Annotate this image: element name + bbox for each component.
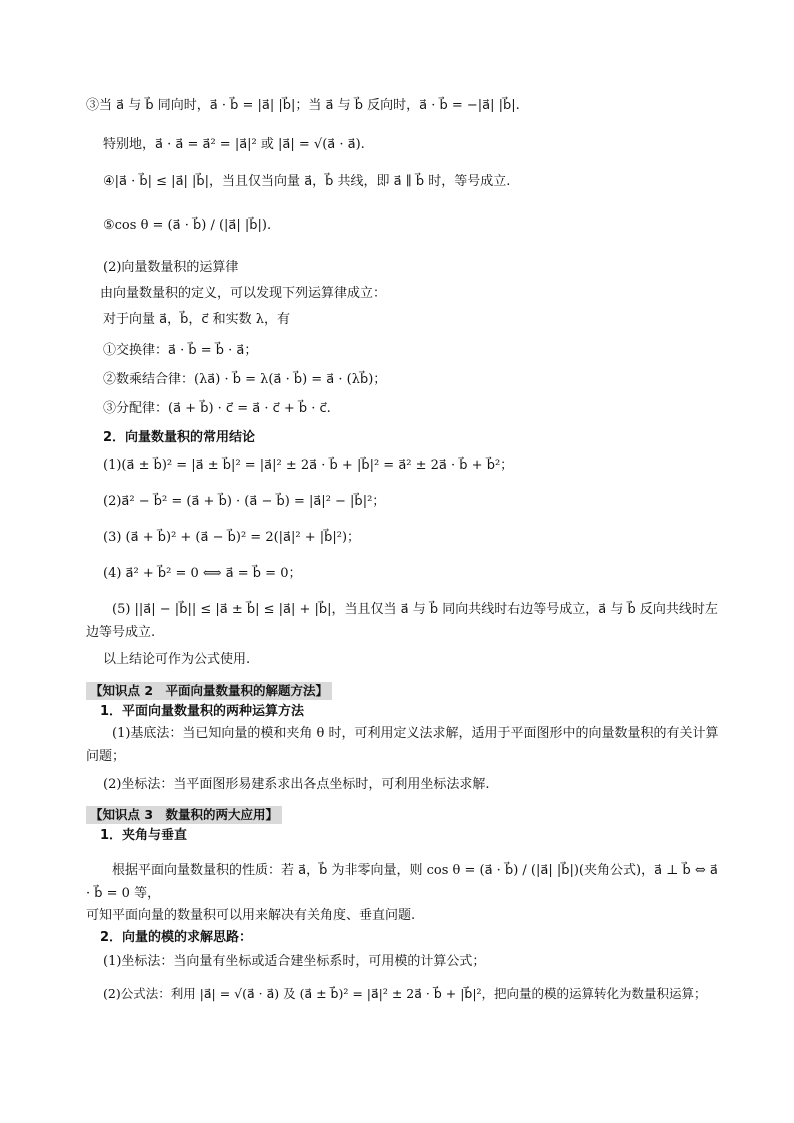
- conclusion-4: (4) a⃗² + b⃗² = 0 ⟺ a⃗ = b⃗ = 0；: [103, 566, 302, 581]
- method-basis: (1)基底法：当已知向量的模和夹角 θ 时，可利用定义法求解，适用于平面图形中的向量数量积的有关计算问题；: [86, 726, 719, 764]
- heading-angle-perpendicular: 1．夹角与垂直: [100, 828, 188, 843]
- method-coordinate: (2)坐标法：当平面图形易建系求出各点坐标时，可利用坐标法求解.: [103, 777, 490, 792]
- conclusion-3: (3) (a⃗ + b⃗)² + (a⃗ − b⃗)² = 2(|a⃗|² + |b⃗|²)；: [103, 530, 361, 545]
- special-case-modulus: 特别地，a⃗ · a⃗ = a⃗² = |a⃗|² 或 |a⃗| = √(a⃗ · a⃗).: [103, 137, 365, 152]
- modulus-formula-method: (2)公式法：利用 |a⃗| = √(a⃗ · a⃗) 及 (a⃗ ± b⃗)² = |a⃗|² ± 2a⃗ · b⃗ + |b⃗|²，把向量的模的运算转化为数量积运算；: [103, 986, 707, 1001]
- law-commutative: ①交换律：a⃗ · b⃗ = b⃗ · a⃗；: [103, 343, 258, 358]
- heading-modulus-approach: 2．向量的模的求解思路：: [100, 930, 253, 945]
- law-scalar-associative: ②数乘结合律：(λa⃗) · b⃗ = λ(a⃗ · b⃗) = a⃗ · (λb⃗)；: [103, 372, 387, 387]
- conclusion-5: (5) ||a⃗| − |b⃗|| ≤ |a⃗ ± b⃗| ≤ |a⃗| + |b⃗|，当且仅当 a⃗ 与 b⃗ 同向共线时右边等号成立，a⃗ 与 b⃗ 反向共线时左边等号成立.: [86, 602, 718, 640]
- subheading-operation-laws: (2)向量数量积的运算律: [103, 260, 239, 275]
- conclusions-usable-as-formulas: 以上结论可作为公式使用.: [103, 652, 251, 667]
- conclusion-2: (2)a⃗² − b⃗² = (a⃗ + b⃗) · (a⃗ − b⃗) = |a⃗|² − |b⃗|²；: [103, 494, 386, 509]
- heading-two-methods: 1．平面向量数量积的两种运算方法: [100, 704, 305, 719]
- laws-intro: 由向量数量积的定义，可以发现下列运算律成立：: [100, 286, 387, 301]
- laws-for-vectors: 对于向量 a⃗，b⃗，c⃗ 和实数 λ，有: [103, 312, 291, 327]
- angle-perpendicular-usage: 可知平面向量的数量积可以用来解决有关角度、垂直问题.: [86, 908, 416, 923]
- property-4-cauchy-inequality: ④|a⃗ · b⃗| ≤ |a⃗| |b⃗|，当且仅当向量 a⃗，b⃗ 共线，即 a⃗ ∥ b⃗ 时，等号成立.: [103, 174, 511, 189]
- conclusion-1: (1)(a⃗ ± b⃗)² = |a⃗ ± b⃗|² = |a⃗|² ± 2a⃗ · b⃗ + |b⃗|² = a⃗² ± 2a⃗ · b⃗ + b⃗²；: [103, 458, 514, 473]
- property-3-same-opposite-direction: ③当 a⃗ 与 b⃗ 同向时，a⃗ · b⃗ = |a⃗| |b⃗|；当 a⃗ 与 b⃗ 反向时，a⃗ · b⃗ = −|a⃗| |b⃗|.: [86, 98, 520, 113]
- heading-common-conclusions: 2．向量数量积的常用结论: [103, 430, 256, 445]
- angle-formula-paragraph: 根据平面向量数量积的性质：若 a⃗，b⃗ 为非零向量，则 cos θ = (a⃗ · b⃗) / (|a⃗| |b⃗|)(夹角公式)，a⃗ ⊥ b⃗ ⇔ a⃗ · b⃗ = 0 等，: [86, 863, 718, 901]
- section-tag-knowledge-point-3: 【知识点 3 数量积的两大应用】: [86, 806, 282, 824]
- modulus-coordinate-method: (1)坐标法：当向量有坐标或适合建坐标系时，可用模的计算公式；: [103, 954, 486, 969]
- law-distributive: ③分配律：(a⃗ + b⃗) · c⃗ = a⃗ · c⃗ + b⃗ · c⃗.: [103, 401, 331, 416]
- section-tag-knowledge-point-2: 【知识点 2 平面向量数量积的解题方法】: [86, 682, 332, 700]
- property-5-cosine-formula: ⑤cos θ = (a⃗ · b⃗) / (|a⃗| |b⃗|).: [103, 218, 272, 233]
